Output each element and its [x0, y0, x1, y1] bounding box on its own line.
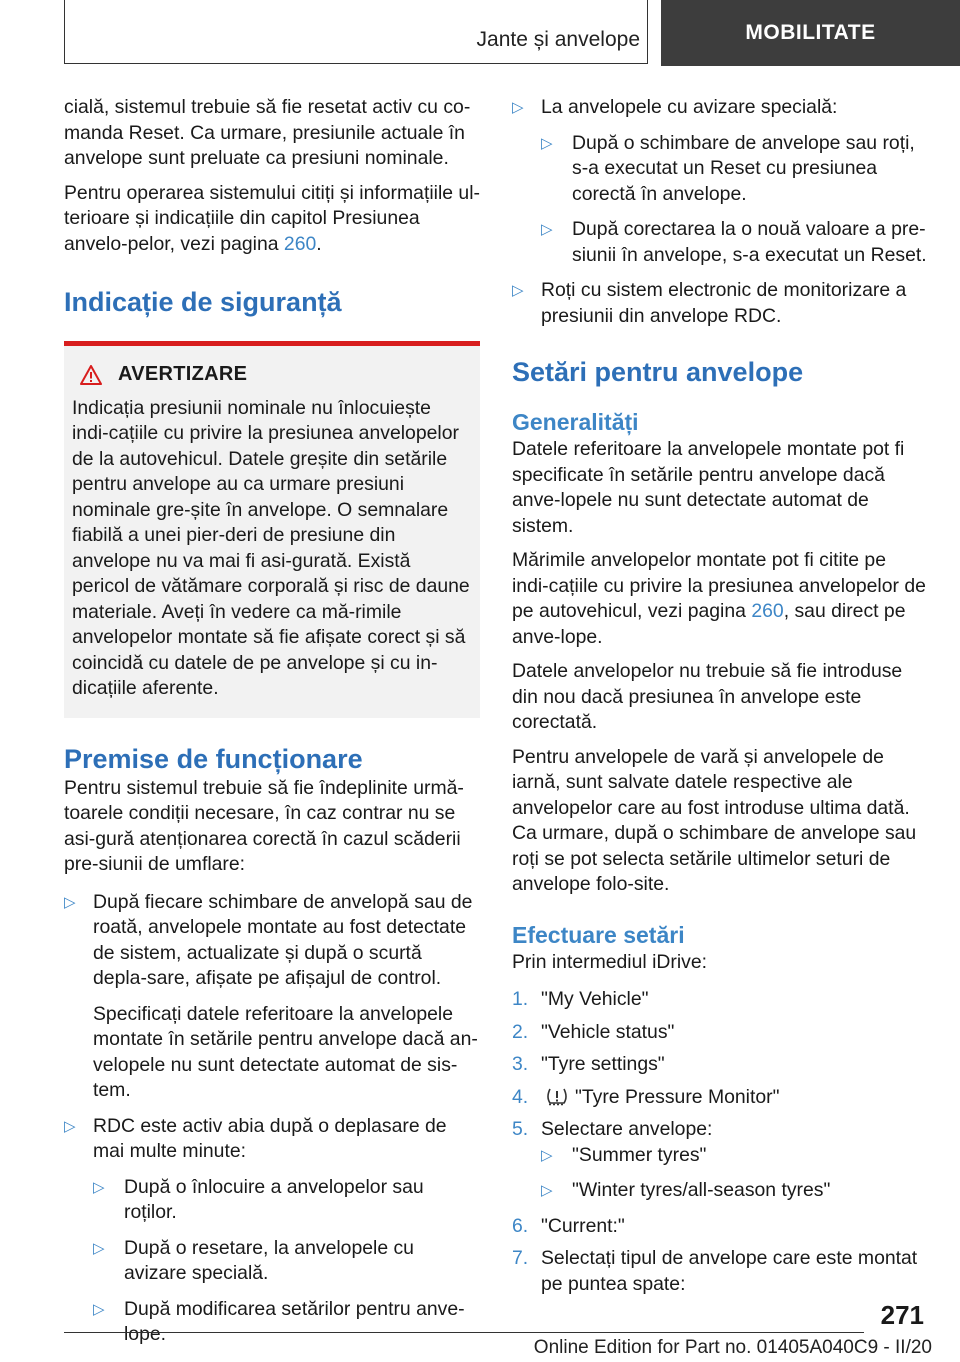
warning-triangle-icon [80, 365, 102, 385]
paragraph-text: . [316, 232, 322, 255]
paragraph-text: Mărimile anvelopelor montate pot fi citite pe indi‐cațiile cu privire la presiunea anvelopelor de pe autovehicul, vezi pagina [512, 549, 926, 622]
tyre-pressure-warning-icon [545, 1087, 569, 1107]
paragraph-text: , sau direct pe anve‐lope. [512, 600, 906, 648]
step-text: Selectați tipul de anvelope care este montat pe puntea spate: [541, 1247, 918, 1295]
list-item: ▷ După o schimbare de anvelope sau roți, s-a executat un Reset cu presiunea corectă în anvelope. [541, 131, 928, 208]
list-item [64, 890, 480, 1104]
step-number: 6. [512, 1214, 529, 1237]
heading-premise: Premise de funcționare [64, 743, 363, 774]
step-text: "Current:" [541, 1214, 625, 1237]
left-column [64, 95, 480, 1358]
heading-tyre-settings: Setări pentru anvelope [512, 357, 804, 387]
condition-list [64, 890, 480, 1348]
footer-divider [64, 1332, 864, 1333]
list-item: ▷ "Winter tyres/all-season tyres" [541, 1178, 928, 1204]
chapter-tab: MOBILITATE [661, 0, 960, 66]
step-item [512, 1117, 928, 1204]
list-item [512, 95, 928, 268]
heading-make-settings: Efectuare setări [512, 921, 685, 948]
list-item: ▷ După o înlocuire a anvelopelor sau roților. [93, 1175, 480, 1226]
sub-list [93, 1175, 480, 1348]
right-column [512, 95, 928, 1304]
list-item-text: Specificați datele referitoare la anvelopele montate în setările pentru anvelope dacă an‐velopele nu sunt detectate automat de sis‐tem. [93, 1002, 478, 1101]
step-item [512, 1214, 928, 1240]
warning-header [72, 362, 472, 388]
steps-list [512, 987, 928, 1297]
paragraph [512, 548, 928, 650]
step-number: 3. [512, 1053, 529, 1075]
paragraph [64, 181, 480, 258]
step-text: "My Vehicle" [541, 988, 649, 1010]
page-link[interactable]: 260 [751, 600, 784, 622]
warning-text: Indicația presiunii nominale nu înlocuiește indi‐cațiile cu privire la presiunea anvelopelor de la autovehicul. Datele greșite din setările pentru anvelope au ca urmare presiuni nominale gre‐șite în anvelope. O semnalare fiabilă a unei pier‐deri de presiune din anvelope nu va mai fi asi‐gurată. Există pericol de vătămare corporală și risc de daune materiale. Aveți în vedere ca mă‐rimile anvelopelor montate să fie afișate corect și să coincidă cu datele de pe anvelope și cu in‐dicațiile aferente. [72, 396, 470, 699]
sub-list [541, 1143, 928, 1204]
step-text: "Tyre Pressure Monitor" [575, 1085, 780, 1108]
page-number: 271 [880, 1300, 924, 1330]
footer-edition: Online Edition for Part no. 01405A040C9 - II/20 [533, 1337, 932, 1358]
list-item-text: ▷ După fiecare schimbare de anvelopă sau de roată, anvelopele montate au fost detectate de sistem, actualizate și după o scurtă depla‐sare, afișate pe afișajul de control. [93, 890, 473, 989]
list-item-text: ▷ La anvelopele cu avizare specială: [541, 96, 838, 118]
warning-title: AVERTIZARE [118, 363, 248, 385]
list-item: ▷ Roți cu sistem electronic de monitorizare a presiunii din anvelope RDC. [512, 278, 928, 329]
page-link[interactable]: 260 [283, 232, 317, 255]
section-title: Jante și anvelope [476, 28, 640, 51]
step-number: 2. [512, 1020, 529, 1043]
heading-safety: Indicație de siguranță [64, 287, 342, 317]
list-item: ▷ După o resetare, la anvelopele cu avizare specială. [93, 1236, 480, 1287]
list-item: ▷ După corectarea la o nouă valoare a pre‐siunii în anvelope, s-a executat un Reset. [541, 217, 928, 268]
paragraph: Prin intermediul iDrive: [512, 950, 708, 973]
paragraph: Pentru sistemul trebuie să fie îndeplinite urmă‐toarele condiții necesare, în caz contrar nu se asi‐gură atenționarea corectă în cazul scăderii pre‐siunii de umflare: [64, 776, 464, 875]
step-number: 4. [512, 1085, 529, 1108]
warning-box [64, 341, 480, 718]
step-item [512, 1085, 928, 1111]
step-item [512, 1052, 928, 1078]
step-item [512, 1246, 928, 1297]
step-item [512, 1020, 928, 1046]
step-number: 7. [512, 1247, 529, 1269]
step-item [512, 987, 928, 1013]
heading-general: Generalități [512, 409, 639, 435]
paragraph: Pentru anvelopele de vară și anvelopele de iarnă, sunt salvate datele respective ale anvelopelor care au fost introduse ultima dată. Ca urmare, după o schimbare de anvelope sau roți se pot selecta setările ultimelor seturi de anvelope folo‐site. [512, 745, 917, 895]
paragraph: cială, sistemul trebuie să fie resetat activ cu co‐manda Reset. Ca urmare, presiunile actuale în anvelope sunt preluate ca presiuni nominale. [64, 96, 471, 169]
sub-list [541, 131, 928, 269]
paragraph-text: Pentru operarea sistemului citiți și informațiile ul‐terioare și indicațiile din capitol Presiunea anvelo‐pelor, vezi pagina [64, 181, 480, 255]
list-item [64, 1114, 480, 1348]
paragraph: Datele anvelopelor nu trebuie să fie introduse din nou dacă presiunea în anvelope este corectată. [512, 660, 903, 733]
paragraph: Datele referitoare la anvelopele montate pot fi specificate în setările pentru anvelope dacă anve‐lopele nu sunt detectate automat de sistem. [512, 438, 905, 537]
condition-list-continued [512, 95, 928, 329]
list-item: ▷ După modificarea setărilor pentru anve‐lope. [93, 1297, 480, 1348]
step-text: "Tyre settings" [541, 1053, 665, 1075]
list-item-text: ▷ RDC este activ abia după o deplasare de mai multe minute: [93, 1114, 447, 1162]
step-number: 1. [512, 988, 529, 1010]
list-item: ▷ "Summer tyres" [541, 1143, 928, 1169]
step-number: 5. [512, 1118, 529, 1140]
step-text: "Vehicle status" [541, 1020, 675, 1043]
step-text: Selectare anvelope: [541, 1118, 713, 1140]
